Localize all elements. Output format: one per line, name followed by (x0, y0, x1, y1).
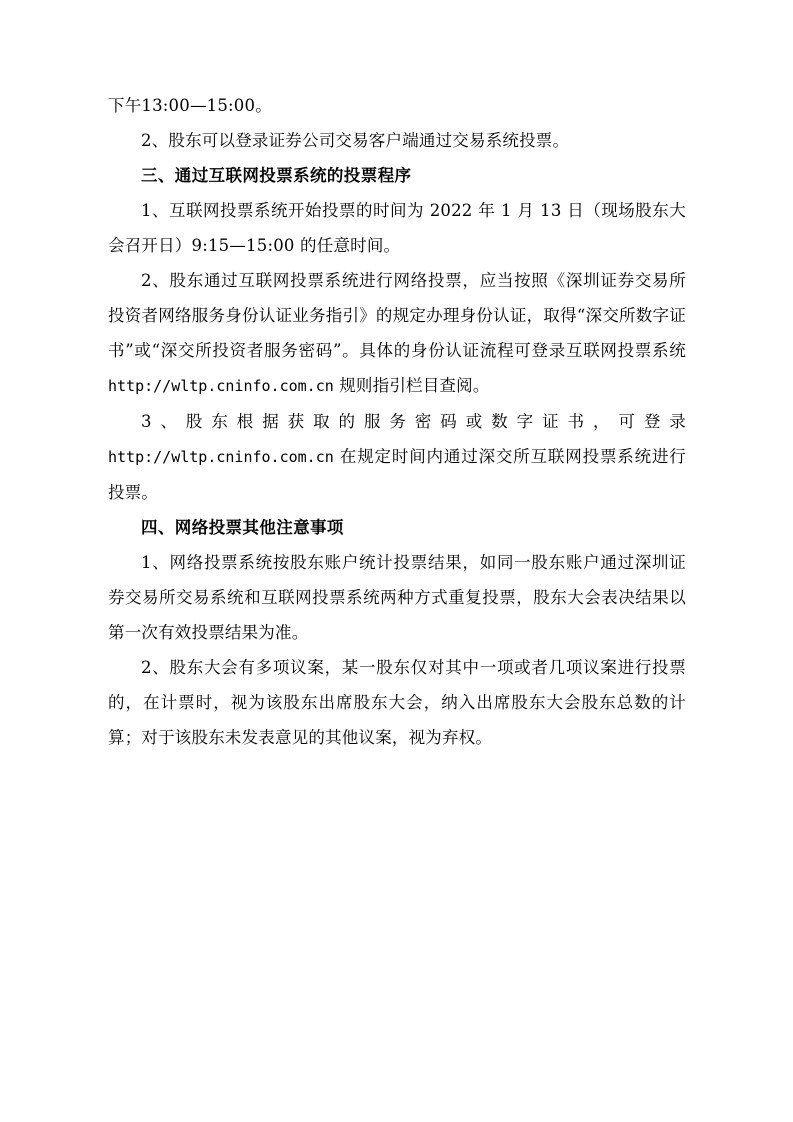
paragraph-identity-authentication: 2、股东通过互联网投票系统进行网络投票，应当按照《深圳证券交易所投资者网络服务身份认证业务指引》的规定办理身份认证，取得“深交所数字证书”或“深交所投资者服务密码”。具体的身份认证流程可登录互联网投票系统 http://wltp.cninfo.com.cn 规则指引栏目查阅。 (108, 271, 686, 395)
voting-system-url: http://wltp.cninfo.com.cn (108, 377, 334, 395)
paragraph-trading-client-vote: 2、股东可以登录证券公司交易客户端通过交易系统投票。 (141, 131, 570, 150)
paragraph-login-with-credentials: 3、股东根据获取的服务密码或数字证书，可登录 http://wltp.cninfo.com.cn 在规定时间内通过深交所互联网投票系统进行投票。 (108, 412, 686, 502)
paragraph-afternoon-time: 下午13:00—15:00。 (108, 96, 272, 115)
heading-internet-voting-procedure: 三、通过互联网投票系统的投票程序 (141, 166, 412, 185)
voting-system-url: http://wltp.cninfo.com.cn (108, 448, 334, 466)
document-body (108, 88, 686, 755)
paragraph-partial-voting-rule: 2、股东大会有多项议案，某一股东仅对其中一项或者几项议案进行投票的，在计票时，视为该股东出席股东大会，纳入出席股东大会股东总数的计算；对于该股东未发表意见的其他议案，视为弃权。 (108, 658, 686, 747)
paragraph-internet-voting-start-time: 1、互联网投票系统开始投票的时间为 2022 年 1 月 13 日（现场股东大会召开日）9:15—15:00 的任意时间。 (108, 201, 686, 255)
paragraph-duplicate-voting-rule: 1、网络投票系统按股东账户统计投票结果，如同一股东账户通过深圳证券交易所交易系统和互联网投票系统两种方式重复投票，股东大会表决结果以第一次有效投票结果为准。 (108, 553, 686, 642)
heading-other-notes: 四、网络投票其他注意事项 (141, 518, 344, 537)
